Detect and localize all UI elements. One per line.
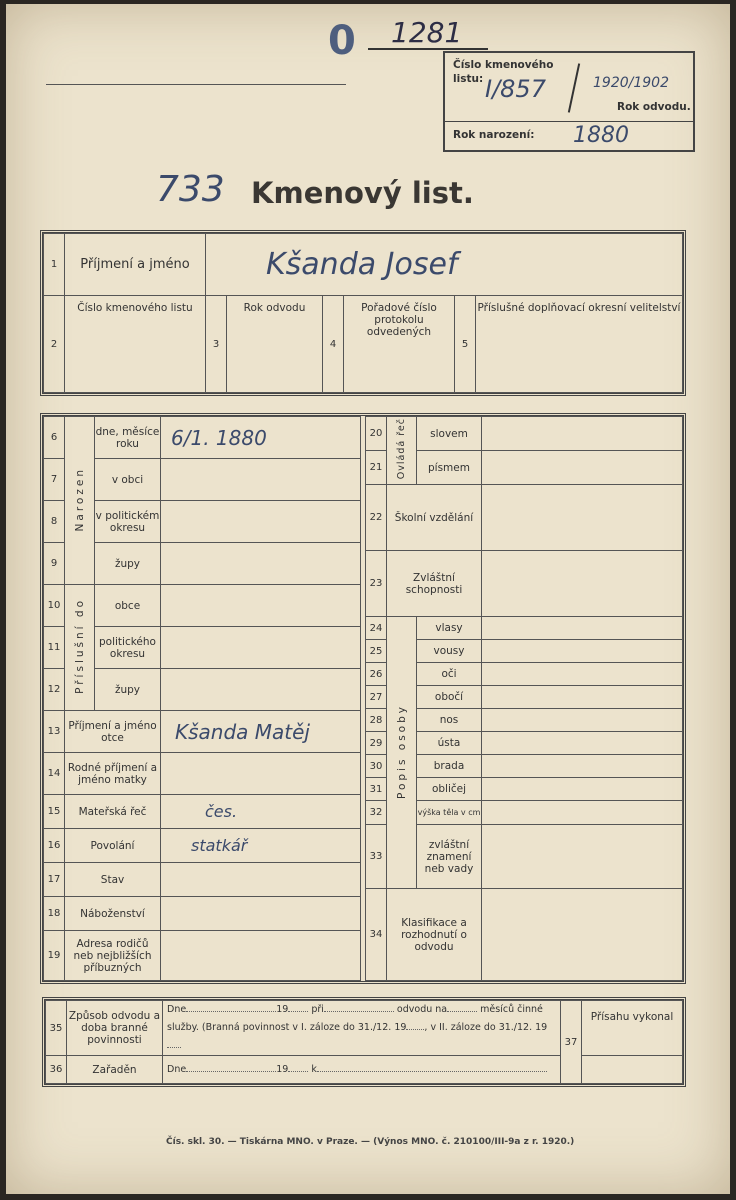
- page-title: Kmenový list.: [251, 176, 474, 210]
- row-label: nos: [417, 709, 482, 732]
- row-label: župy: [95, 543, 161, 585]
- row-label: vlasy: [417, 617, 482, 640]
- row-label: Náboženství: [65, 897, 161, 931]
- rok-odvodu-label: Rok odvodu.: [617, 101, 691, 113]
- row-value: [482, 551, 683, 617]
- row-number: 6: [44, 417, 65, 459]
- row-value: čes.: [161, 795, 361, 829]
- row-label: zvláštní znamení neb vady: [417, 825, 482, 889]
- row-label: ústa: [417, 732, 482, 755]
- rok-narozeni-label: Rok narození:: [453, 129, 535, 141]
- row-value: [161, 585, 361, 627]
- row-value: Kšanda Matěj: [161, 711, 361, 753]
- row-value: [161, 501, 361, 543]
- prislusi-group: [65, 585, 95, 711]
- row-value: 6/1. 1880: [161, 417, 361, 459]
- rok-odvodu-value: 1920/1902: [593, 75, 669, 91]
- row-value: [161, 543, 361, 585]
- col-rok-odvodu: Rok odvodu: [227, 296, 323, 393]
- row-number: 5: [455, 296, 476, 393]
- stamp-digit: 0: [328, 18, 356, 64]
- row-number: 1: [44, 234, 65, 296]
- cislo-label: Číslo kmenového: [453, 59, 554, 71]
- row-number: 12: [44, 669, 65, 711]
- popis-label: Popis osoby: [395, 703, 408, 799]
- underline: [368, 48, 488, 50]
- row-label: brada: [417, 755, 482, 778]
- row-number: 22: [366, 485, 387, 551]
- print-footer: Čís. skl. 30. — Tiskárna MNO. v Praze. — (Výnos MNO. č. 210100/III-9a z r. 1920.): [166, 1137, 575, 1147]
- row-label: obličej: [417, 778, 482, 801]
- row-value: [482, 889, 683, 981]
- row-number: 28: [366, 709, 387, 732]
- narozen-group: [65, 417, 95, 585]
- row-label: výška těla v cm: [417, 801, 482, 825]
- row-label: Povolání: [65, 829, 161, 863]
- row-value: [482, 417, 683, 451]
- row-number: 7: [44, 459, 65, 501]
- row-number: 33: [366, 825, 387, 889]
- row-number: 23: [366, 551, 387, 617]
- rok-narozeni-value: 1880: [573, 123, 629, 148]
- row-value: [482, 825, 683, 889]
- row-value: [161, 669, 361, 711]
- row-number: 8: [44, 501, 65, 543]
- row-label: Rodné příjmení a jméno matky: [65, 753, 161, 795]
- row-number: 20: [366, 417, 387, 451]
- row-value: [482, 640, 683, 663]
- row-value: [482, 778, 683, 801]
- row-value: [482, 451, 683, 485]
- row-value: statkář: [161, 829, 361, 863]
- row-number: 30: [366, 755, 387, 778]
- row-label: v obci: [95, 459, 161, 501]
- row-value: [161, 863, 361, 897]
- row-value: [161, 627, 361, 669]
- handwritten-title-number: 733: [156, 169, 225, 210]
- row-value: [161, 931, 361, 981]
- year-label: 19: [276, 1004, 289, 1015]
- mesicu-label: měsíců činné: [480, 1004, 543, 1015]
- year-label: 19: [276, 1064, 289, 1075]
- handwritten-file-number: 1281: [391, 16, 463, 49]
- ovlada-group: [387, 417, 417, 485]
- row-label: vousy: [417, 640, 482, 663]
- listu-label: listu:: [453, 73, 484, 85]
- left-details-table: [43, 416, 361, 981]
- row-number: 2: [44, 296, 65, 393]
- odvodu-label: odvodu na: [396, 1004, 448, 1015]
- row-label: Mateřská řeč: [65, 795, 161, 829]
- personal-table: [43, 233, 683, 393]
- row-label: dne, měsíce roku: [95, 417, 161, 459]
- row-number: 21: [366, 451, 387, 485]
- row-value: [482, 686, 683, 709]
- narozen-label: Narozen: [73, 466, 86, 532]
- row-number: 15: [44, 795, 65, 829]
- row-number: 31: [366, 778, 387, 801]
- row-number: 18: [44, 897, 65, 931]
- col-poradove: Pořadové číslo protokolu odvedených: [344, 296, 455, 393]
- row-label: Stav: [65, 863, 161, 897]
- row-value: [482, 732, 683, 755]
- col-cislo: Číslo kmenového listu: [65, 296, 206, 393]
- row-label: Zařaděn: [67, 1056, 163, 1084]
- row-number: 37: [561, 1001, 582, 1084]
- pri-label: při: [311, 1004, 324, 1015]
- section-service: [42, 997, 686, 1087]
- row-label: Způsob odvodu a doba branné povinnosti: [67, 1001, 163, 1056]
- row-value: [161, 753, 361, 795]
- row-label: oči: [417, 663, 482, 686]
- name-label: Příjmení a jméno: [65, 234, 206, 296]
- slash-mark: [568, 63, 580, 112]
- prislusi-label: Příslušní do: [73, 598, 86, 694]
- section-personal: [40, 230, 686, 396]
- row-number: 14: [44, 753, 65, 795]
- row-number: 34: [366, 889, 387, 981]
- row-number: 9: [44, 543, 65, 585]
- popis-group: [387, 617, 417, 889]
- sluzby-text: služby. (Branná povinnost v I. záloze do 31./12. 19: [167, 1022, 407, 1033]
- row-label: politického okresu: [95, 627, 161, 669]
- reg-divider: [445, 121, 693, 122]
- name-value: Kšanda Josef: [206, 234, 683, 296]
- k-label: k: [311, 1064, 317, 1075]
- dne-label: Dne: [167, 1004, 187, 1015]
- divider-line: [46, 84, 346, 85]
- prisaha-value: [582, 1056, 683, 1084]
- row-value: [482, 709, 683, 732]
- row-label: v politickém okresu: [95, 501, 161, 543]
- service-table: [45, 1000, 683, 1084]
- row-number: 25: [366, 640, 387, 663]
- row-number: 24: [366, 617, 387, 640]
- prisaha-label: Přísahu vykonal: [582, 1001, 683, 1056]
- row-label: Školní vzdělání: [387, 485, 482, 551]
- zaraden-text: [163, 1056, 561, 1084]
- col-prislusne: Příslušné doplňovací okresní velitelství: [476, 296, 683, 393]
- service-text: [163, 1001, 561, 1056]
- row-value: [161, 897, 361, 931]
- row-number: 4: [323, 296, 344, 393]
- row-value: [482, 755, 683, 778]
- row-number: 3: [206, 296, 227, 393]
- row-label: obce: [95, 585, 161, 627]
- row-value: [161, 459, 361, 501]
- right-details-table: [365, 416, 683, 981]
- row-value: [482, 801, 683, 825]
- row-label: obočí: [417, 686, 482, 709]
- row-number: 36: [46, 1056, 67, 1084]
- row-label: Adresa rodičů neb nejbližších příbuzných: [65, 931, 161, 981]
- cislo-value: I/857: [485, 75, 546, 103]
- row-label: župy: [95, 669, 161, 711]
- ovlada-label: Ovládá řeč: [396, 418, 407, 480]
- row-value: [482, 663, 683, 686]
- row-number: 29: [366, 732, 387, 755]
- row-number: 19: [44, 931, 65, 981]
- row-number: 35: [46, 1001, 67, 1056]
- row-number: 16: [44, 829, 65, 863]
- row-label: Příjmení a jméno otce: [65, 711, 161, 753]
- row-value: [482, 485, 683, 551]
- row-label: písmem: [417, 451, 482, 485]
- zaloha2-text: , v II. záloze do 31./12. 19: [424, 1022, 548, 1033]
- document-page: [6, 4, 730, 1194]
- row-number: 17: [44, 863, 65, 897]
- row-label: Klasifikace a rozhodnutí o odvodu: [387, 889, 482, 981]
- row-number: 11: [44, 627, 65, 669]
- row-number: 32: [366, 801, 387, 825]
- row-number: 10: [44, 585, 65, 627]
- row-number: 26: [366, 663, 387, 686]
- row-label: Zvláštní schopnosti: [387, 551, 482, 617]
- row-value: [482, 617, 683, 640]
- row-number: 27: [366, 686, 387, 709]
- row-number: 13: [44, 711, 65, 753]
- section-details: [40, 413, 686, 984]
- row-label: slovem: [417, 417, 482, 451]
- registration-box: [443, 51, 695, 152]
- dne-label: Dne: [167, 1064, 187, 1075]
